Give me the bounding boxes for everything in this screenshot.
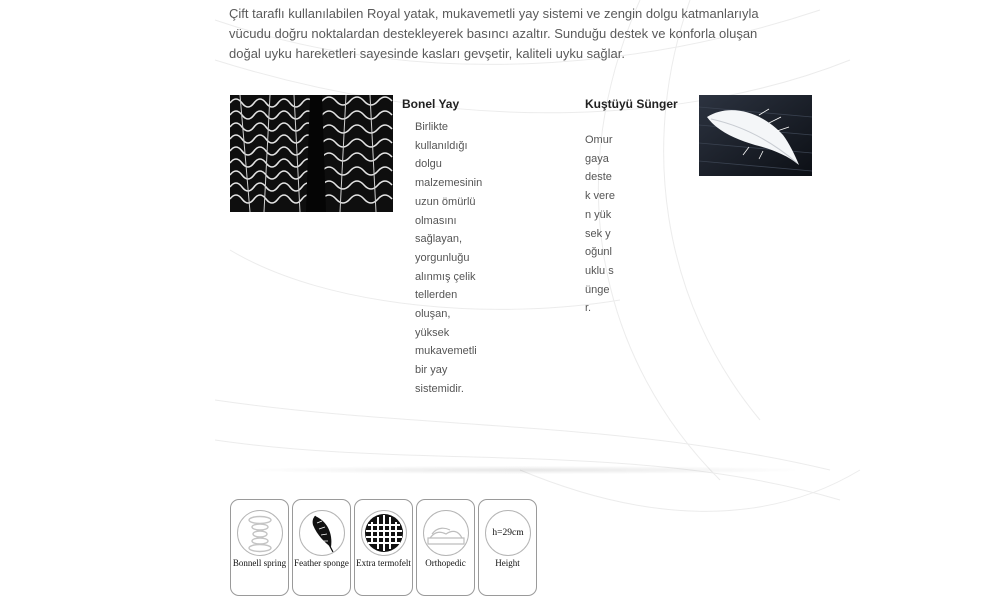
icon-card-feather-sponge bbox=[292, 499, 351, 596]
height-icon bbox=[485, 510, 531, 556]
icon-card-bonnell-spring bbox=[230, 499, 289, 596]
section-divider bbox=[255, 466, 795, 474]
feature-description-kustuyu-sunger: Omurgaya destek veren yüksek yoğunluklu sünger. bbox=[585, 134, 615, 315]
icon-card-height bbox=[478, 499, 537, 596]
feature-title-bonel-yay: Bonel Yay bbox=[402, 97, 460, 111]
feather-icon bbox=[299, 510, 345, 556]
spring-photo bbox=[230, 95, 393, 212]
intro-paragraph: Çift taraflı kullanılabilen Royal yatak, mukavemetli yay sistemi ve zengin dolgu katmanlarıyla vücudu doğru noktalardan destekleyerek basıncı azaltır. Sunduğu destek ve konforla oluşan doğal uyku hareketleri sayesinde kasları gevşetir, kaliteli uyku sağlar. bbox=[229, 6, 759, 61]
feature-description-bonel-yay: Birlikte kullanıldığı dolgu malzemesinin uzun ömürlü olmasını sağlayan, yorgunluğu alınmış çelik tellerden oluşan, yüksek mukavemetli bir yay sistemidir. bbox=[415, 121, 483, 395]
icon-label-height: Height bbox=[495, 558, 520, 568]
feature-title-kustuyu-sunger: Kuştüyü Sünger bbox=[585, 97, 678, 111]
spring-icon bbox=[237, 510, 283, 556]
feather-photo bbox=[699, 95, 812, 176]
orthopedic-icon bbox=[423, 510, 469, 556]
icon-card-extra-termofelt bbox=[354, 499, 413, 596]
icon-label-orthopedic: Orthopedic bbox=[425, 558, 466, 568]
icon-label-feather-sponge: Feather sponge bbox=[294, 558, 349, 568]
icon-label-bonnell-spring: Bonnell spring bbox=[232, 558, 287, 568]
height-value: h=29cm bbox=[492, 528, 524, 538]
termofelt-icon bbox=[361, 510, 407, 556]
icon-card-orthopedic bbox=[416, 499, 475, 596]
icon-label-extra-termofelt: Extra termofelt bbox=[356, 558, 411, 568]
